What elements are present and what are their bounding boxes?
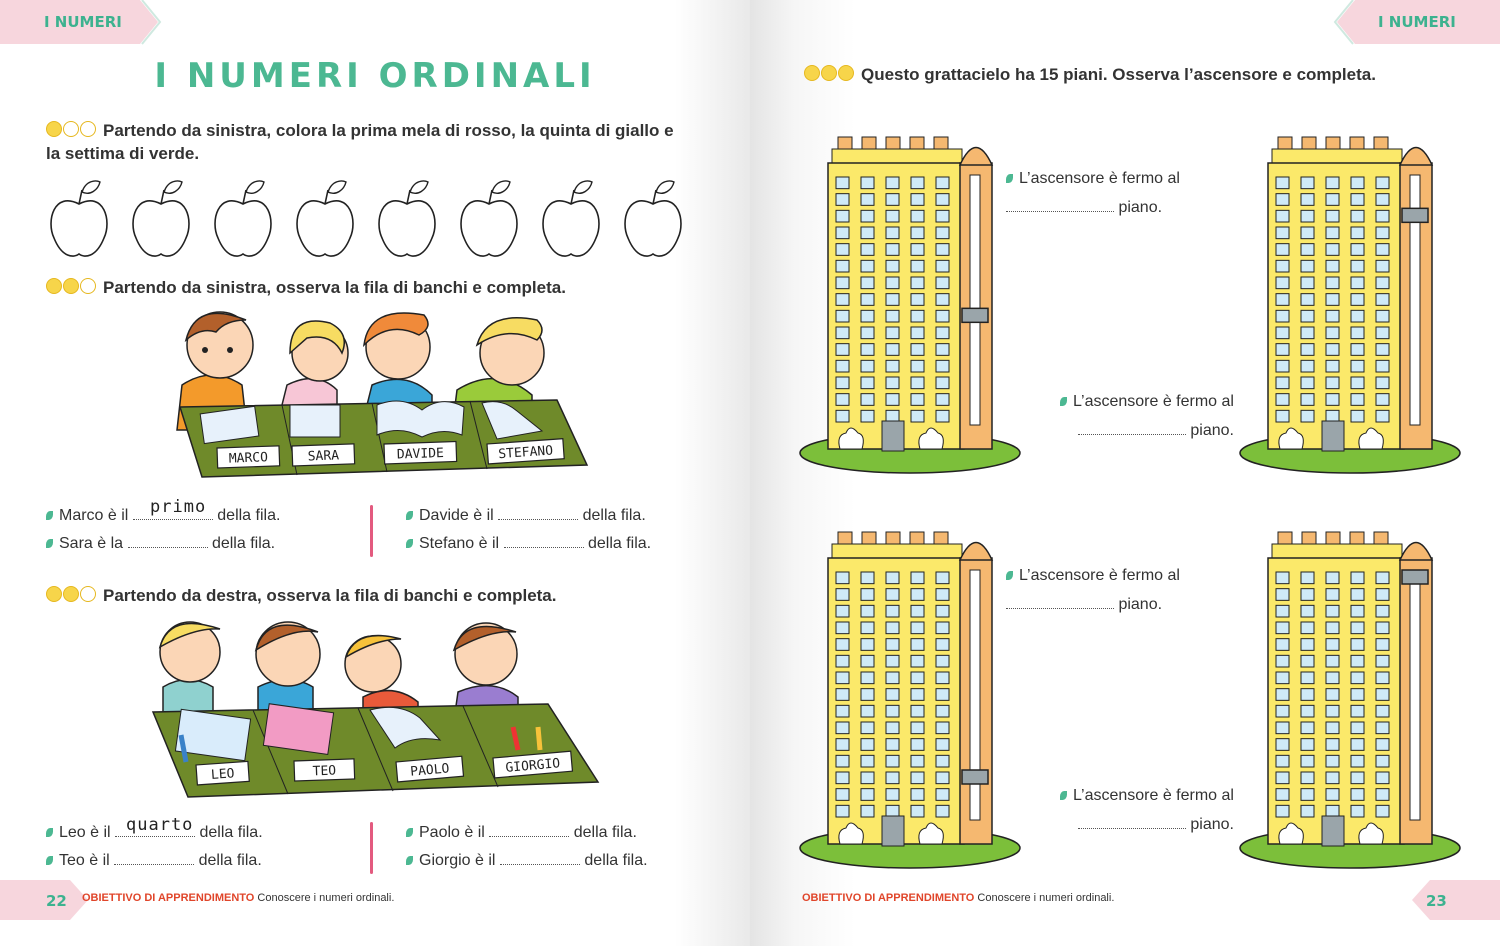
elevator-text: L’ascensore è fermo al [1019, 567, 1180, 584]
section-label: I NUMERI [1378, 13, 1456, 31]
exercise-2-text: Partendo da sinistra, osserva la fila di banchi e completa. [103, 278, 566, 297]
sentence-end: della fila. [573, 824, 637, 841]
name-tag-label: PAOLO [409, 761, 451, 780]
bullet-icon [406, 539, 413, 548]
bullet-icon [406, 828, 413, 837]
apple-outline[interactable] [543, 181, 599, 256]
apple-outline[interactable] [297, 181, 353, 256]
name-tag-label: MARCO [228, 450, 269, 467]
section-label: I NUMERI [44, 13, 122, 31]
objective-label: OBIETTIVO DI APPRENDIMENTO [82, 892, 255, 904]
sentence-giorgio: Giorgio è il [419, 852, 496, 869]
building-body [828, 558, 964, 844]
bullet-icon [1060, 397, 1067, 406]
name-tag-label: SARA [307, 448, 340, 465]
sentence-end: della fila. [199, 824, 263, 841]
elevator-text-end: piano. [1190, 816, 1234, 833]
elevator-question-2 [1060, 387, 1234, 445]
answer-blank-building-4[interactable] [1078, 816, 1186, 829]
column-separator [370, 822, 373, 874]
name-tag [292, 444, 355, 466]
exercise-1-text: Partendo da sinistra, colora la prima mela di rosso, la quinta di giallo e la settima di verde. [46, 121, 674, 163]
sentence-end: della fila. [217, 507, 281, 524]
building-body [828, 163, 964, 449]
sentence-stefano: Stefano è il [419, 535, 500, 552]
answer-blank-giorgio[interactable] [500, 852, 580, 865]
bullet-icon [46, 828, 53, 837]
sentence-end: della fila. [587, 535, 652, 552]
sentence-sara: Sara è la [59, 535, 124, 552]
difficulty-icon [804, 65, 855, 87]
bullet-icon [46, 539, 53, 548]
elevator-text: L’ascensore è fermo al [1073, 393, 1234, 410]
skyscraper-1 [800, 135, 1030, 475]
handwritten-answer-quarto: quarto [126, 815, 194, 835]
answer-blank-stefano[interactable] [504, 535, 584, 548]
exercise-1-instruction [46, 120, 686, 165]
sentence-end: della fila. [198, 852, 262, 869]
page-number-right: 23 [1426, 892, 1447, 910]
header-tab-right [1360, 0, 1500, 44]
name-tag [294, 759, 355, 781]
answer-blank-teo[interactable] [114, 852, 194, 865]
bullet-icon [1006, 174, 1013, 183]
kid-teo [256, 622, 320, 717]
elevator-question-1 [1006, 164, 1180, 222]
tab-chevron-right [1335, 0, 1365, 50]
apple-outline[interactable] [51, 181, 107, 256]
elevator-car [962, 308, 988, 322]
sentence-end: della fila. [584, 852, 648, 869]
elevator-text-end: piano. [1118, 596, 1163, 613]
answer-line-davide [406, 507, 646, 525]
elevator-text-end: piano. [1190, 422, 1234, 439]
elevator-car [1402, 208, 1428, 222]
difficulty-icon [46, 278, 97, 300]
elevator-car [1402, 570, 1428, 584]
building-body [1268, 558, 1404, 844]
apple-row [44, 176, 704, 266]
apple-outline[interactable] [379, 181, 435, 256]
tab-chevron-left [130, 0, 160, 50]
exercise-2-instruction [46, 277, 686, 300]
skyscraper-4 [1240, 530, 1470, 870]
skyscraper-3 [800, 530, 1030, 870]
difficulty-icon [46, 586, 97, 608]
bullet-icon [406, 511, 413, 520]
answer-line-paolo [406, 824, 637, 842]
sentence-marco: Marco è il [59, 507, 129, 524]
bullet-icon [46, 856, 53, 865]
right-page [750, 0, 1500, 946]
sentence-leo: Leo è il [59, 824, 111, 841]
apple-outline[interactable] [625, 181, 681, 256]
apple-outline[interactable] [215, 181, 271, 256]
desk-illustration-2 [148, 612, 608, 802]
name-tag-label: DAVIDE [396, 445, 445, 463]
elevator-question-4 [1060, 781, 1234, 839]
sentence-teo: Teo è il [59, 852, 110, 869]
answer-blank-paolo[interactable] [489, 824, 569, 837]
column-separator [370, 505, 373, 557]
name-tag [217, 446, 280, 468]
objective-label: OBIETTIVO DI APPRENDIMENTO [802, 892, 975, 904]
name-tag-label: LEO [210, 766, 235, 783]
name-tag [384, 441, 457, 464]
name-tag-label: GIORGIO [504, 756, 561, 776]
sentence-end: della fila. [582, 507, 646, 524]
answer-blank-building-3[interactable] [1006, 596, 1114, 609]
answer-line-stefano [406, 535, 651, 553]
page-number-left: 22 [46, 892, 67, 910]
answer-blank-building-1[interactable] [1006, 199, 1114, 212]
answer-blank-sara[interactable] [128, 535, 208, 548]
objective-text: Conoscere i numeri ordinali. [257, 892, 395, 904]
page-title: I NUMERI ORDINALI [154, 56, 596, 96]
learning-objective-right [802, 892, 1114, 904]
skyscraper-2 [1240, 135, 1470, 475]
elevator-text-end: piano. [1118, 199, 1163, 216]
apple-outline[interactable] [133, 181, 189, 256]
bullet-icon [1060, 791, 1067, 800]
elevator-text: L’ascensore è fermo al [1073, 787, 1234, 804]
sentence-davide: Davide è il [419, 507, 494, 524]
sentence-end: della fila. [211, 535, 276, 552]
bullet-icon [406, 856, 413, 865]
kid-leo [160, 622, 220, 722]
exercise-4-instruction [804, 64, 1464, 87]
desk-illustration-1 [172, 305, 592, 485]
exercise-3-instruction [46, 585, 686, 608]
answer-blank-building-2[interactable] [1078, 422, 1186, 435]
learning-objective-left [82, 892, 394, 904]
elevator-text: L’ascensore è fermo al [1019, 170, 1180, 187]
difficulty-icon [46, 121, 97, 143]
bullet-icon [46, 511, 53, 520]
header-tab-left [0, 0, 140, 44]
name-tag-label: TEO [312, 763, 337, 780]
answer-line-teo [46, 852, 262, 870]
building-body [1268, 163, 1404, 449]
apple-outline[interactable] [461, 181, 517, 256]
elevator-car [962, 770, 988, 784]
answer-blank-davide[interactable] [498, 507, 578, 520]
name-tag [196, 761, 249, 785]
exercise-3-text: Partendo da destra, osserva la fila di banchi e completa. [103, 586, 557, 605]
objective-text: Conoscere i numeri ordinali. [977, 892, 1115, 904]
sentence-paolo: Paolo è il [419, 824, 485, 841]
bullet-icon [1006, 571, 1013, 580]
name-tag-label: STEFANO [497, 443, 554, 463]
answer-line-sara [46, 535, 275, 553]
answer-line-giorgio [406, 852, 648, 870]
exercise-4-text: Questo grattacielo ha 15 piani. Osserva l’ascensore e completa. [861, 65, 1376, 84]
handwritten-answer-primo: primo [150, 497, 207, 517]
elevator-question-3 [1006, 561, 1180, 619]
